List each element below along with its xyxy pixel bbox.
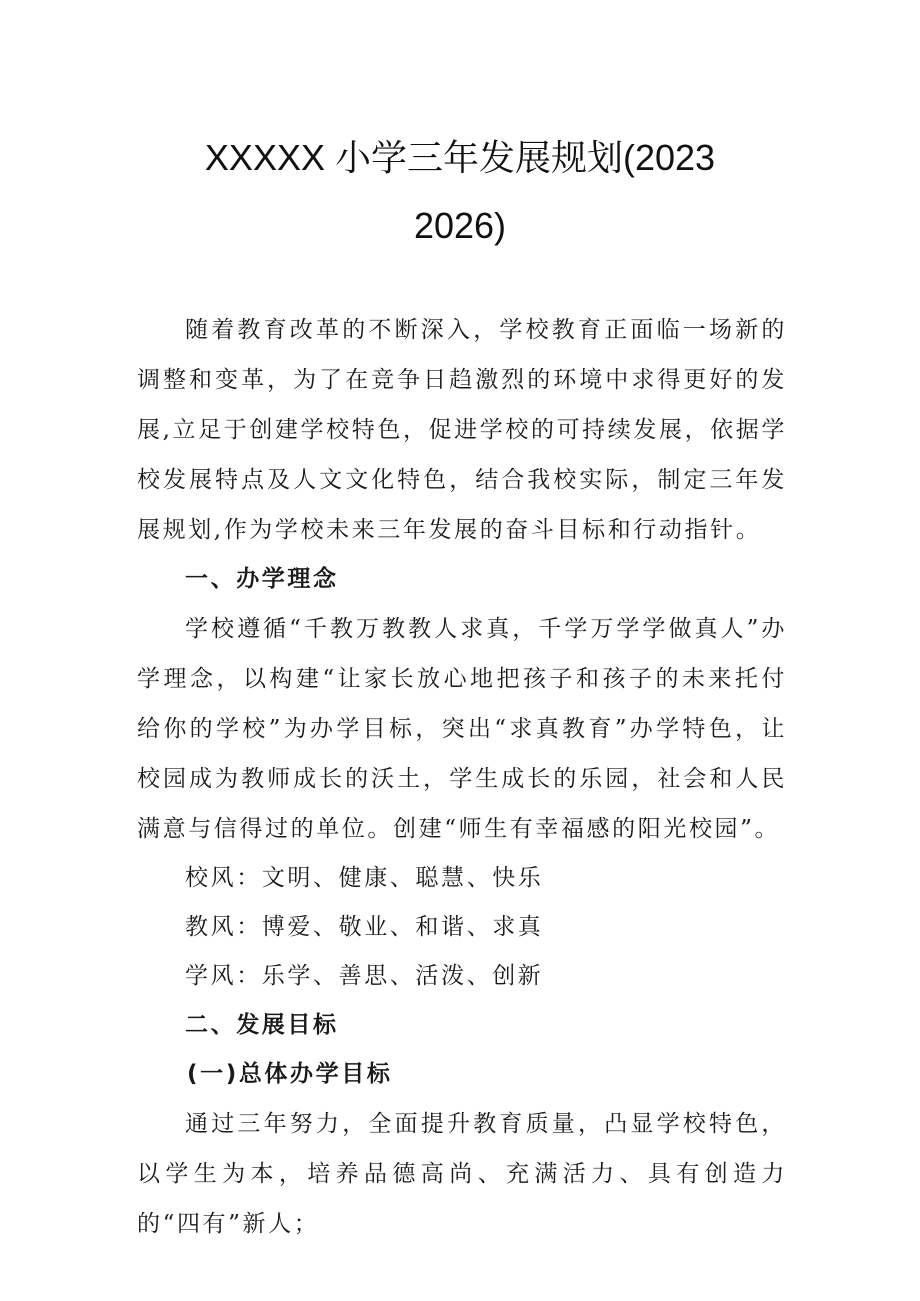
section-2-paragraph: 通过三年努力，全面提升教育质量，凸显学校特色，以学生为本，培养品德高尚、充满活力、具有创造力的“四有”新人； xyxy=(137,1111,787,1237)
school-spirit-line: 校风：文明、健康、聪慧、快乐 xyxy=(185,865,544,891)
section-1-paragraph: 学校遵循“千教万教教人求真，千学万学学做真人”办学理念，以构建“让家长放心地把孩子和孩子的未来托付给你的学校”为办学目标，突出“求真教育”办学特色，让校园成为教师成长的沃土，学生成长的乐园，社会和人民满意与信得过的单位。创建“师生有幸福感的阳光校园”。 xyxy=(137,616,787,842)
section-2-subheading: (一)总体办学目标 xyxy=(187,1061,393,1087)
study-spirit-line: 学风：乐学、善思、活泼、创新 xyxy=(185,963,544,989)
teaching-spirit-line: 教风：博爱、敬业、和谐、求真 xyxy=(185,914,544,940)
document-title-line-2: 2026) xyxy=(413,205,507,246)
document-body xyxy=(137,305,787,1249)
document-title-line-1: XXXXX 小学三年发展规划(2023 xyxy=(204,137,716,178)
intro-paragraph: 随着教育改革的不断深入，学校教育正面临一场新的调整和变革，为了在竞争日趋激烈的环境中求得更好的发展,立足于创建学校特色，促进学校的可持续发展，依据学校发展特点及人文文化特色，结合我校实际，制定三年发展规划,作为学校未来三年发展的奋斗目标和行动指针。 xyxy=(137,317,787,543)
section-1-heading: 一、办学理念 xyxy=(185,566,339,592)
section-2-heading: 二、发展目标 xyxy=(185,1012,339,1038)
